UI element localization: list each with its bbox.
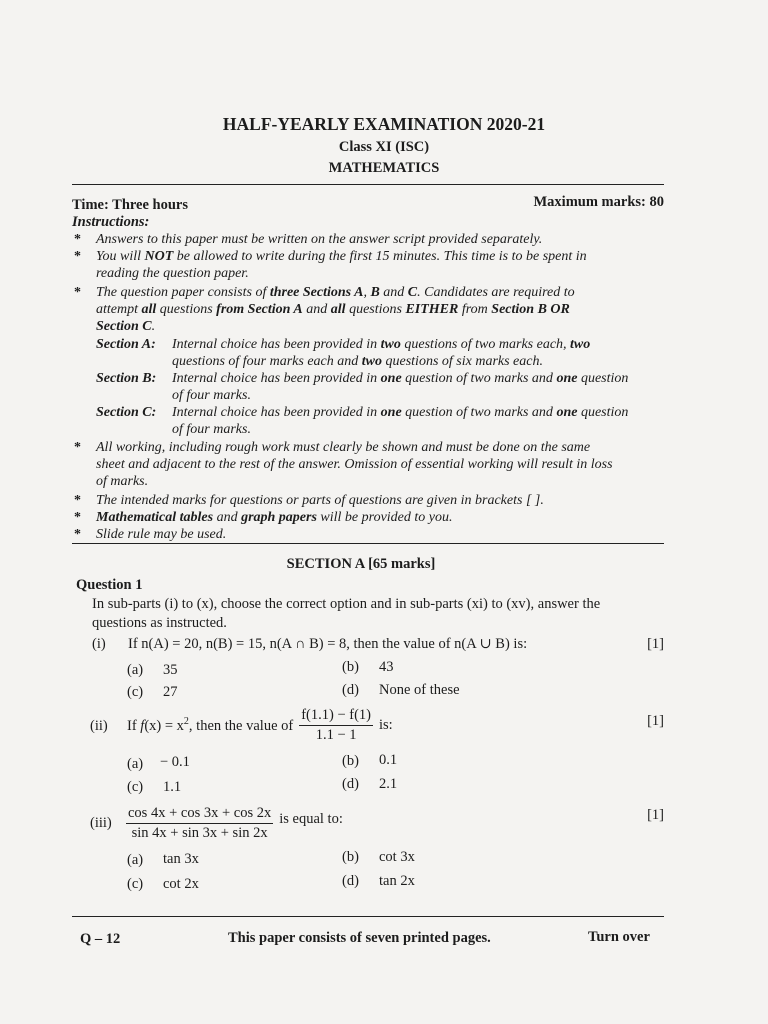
option-text: cot 3x (379, 849, 415, 865)
instructions-rule (72, 543, 664, 544)
bullet: * (74, 527, 81, 542)
instruction-6: * Mathematical tables and graph papers will be provided to you. (74, 510, 453, 525)
header-rule (72, 184, 664, 185)
instruction-text-cont: Section C. (96, 319, 156, 335)
subq-number: (ii) (90, 718, 108, 734)
subq-text: If n(A) = 20, n(B) = 15, n(A ∩ B) = 8, then the value of n(A ∪ B) is: (128, 636, 528, 652)
option-label: (a) (127, 756, 144, 772)
option-label: (c) (127, 779, 144, 795)
bullet: * (74, 232, 81, 247)
option-text: tan 3x (163, 851, 199, 867)
section-c-instruction: Internal choice has been provided in one question of two marks and one question of four marks. (172, 405, 629, 438)
option-text: − 0.1 (160, 754, 190, 770)
subq-number: (iii) (90, 815, 112, 831)
instruction-4: * All working, including rough work must clearly be shown and must be done on the same sheet and adjacent to the rest of the answer. Omission of essential working will result in loss of marks. (74, 440, 613, 490)
turn-over-label: Turn over (588, 929, 650, 945)
section-a-heading: SECTION A [65 marks] (286, 556, 436, 572)
option-text: 0.1 (379, 752, 398, 768)
subq-text: $\frac{\cos 4x + \cos 3x + \cos 2x}{\sin 4x + \sin 3x + \sin 2x}$ is equal to: (128, 804, 343, 841)
option-label: (d) (342, 776, 359, 792)
option-label: (d) (342, 682, 359, 698)
bullet: * (74, 493, 81, 508)
time-label: Time: Three hours (72, 197, 189, 213)
bullet: * (74, 249, 81, 264)
option-label: (b) (342, 753, 359, 769)
marks-badge: [1] (647, 636, 664, 652)
instruction-text: You will NOT be allowed to write during the first 15 minutes. This time is to be spent in (96, 249, 587, 264)
paper-code: Q – 12 (80, 931, 121, 947)
footer-rule (72, 916, 664, 917)
option-text: 1.1 (163, 779, 182, 795)
exam-title: HALF-YEARLY EXAMINATION 2020-21 (222, 114, 546, 134)
option-label: (a) (127, 662, 144, 678)
bullet: * (74, 510, 81, 525)
section-b-label: Section B: (96, 371, 157, 386)
instruction-text: The question paper consists of three Sections A, B and C. Candidates are required to (96, 285, 575, 300)
fraction: $\frac{f(1.1) - f(1)}{1.1 - 1}$ (301, 706, 371, 743)
option-label: (b) (342, 659, 359, 675)
question-label: Question 1 (76, 577, 143, 593)
subject-label: MATHEMATICS (328, 160, 440, 176)
section-a-instruction: Internal choice has been provided in two questions of two marks each, two questions of four marks each and two questions of six marks each. (172, 337, 591, 370)
pages-note: This paper consists of seven printed pages. (228, 930, 491, 946)
instruction-text: Answers to this paper must be written on the answer script provided separately. (96, 232, 543, 247)
option-label: (b) (342, 849, 359, 865)
marks-badge: [1] (647, 713, 664, 729)
option-text: tan 2x (379, 873, 415, 889)
section-c-label: Section C: (96, 405, 157, 420)
option-label: (a) (127, 852, 144, 868)
instruction-3 (74, 284, 686, 336)
marks-badge: [1] (647, 807, 664, 823)
instruction-text-cont: reading the question paper. (96, 266, 249, 282)
option-text: 27 (163, 684, 178, 700)
instruction-1 (74, 231, 686, 248)
instruction-5: * The intended marks for questions or parts of questions are given in brackets [ ]. (74, 493, 544, 508)
class-label: Class XI (ISC) (338, 139, 430, 155)
option-label: (d) (342, 873, 359, 889)
option-text: cot 2x (163, 876, 199, 892)
subq-text: If $f(x) = x^2$, then the value of $\frac{f(1.1) - f(1)}{1.1 - 1}$ is: (127, 706, 393, 743)
instruction-text-cont: attempt all questions from Section A and all questions EITHER from Section B OR (96, 302, 570, 318)
option-text: 35 (163, 662, 178, 678)
fraction: $\frac{\cos 4x + \cos 3x + \cos 2x}{\sin 4x + \sin 3x + \sin 2x}$ (128, 804, 272, 841)
instructions-heading: Instructions: (72, 214, 150, 230)
option-label: (c) (127, 684, 144, 700)
option-text: 43 (379, 659, 394, 675)
question-intro: In sub-parts (i) to (x), choose the correct option and in sub-parts (xi) to (xv), answer the questions as instructed. (92, 596, 601, 631)
option-label: (c) (127, 876, 144, 892)
instruction-2 (74, 248, 686, 282)
subq-number: (i) (92, 636, 106, 652)
max-marks-label: Maximum marks: 80 (533, 194, 664, 210)
section-b-instruction: Internal choice has been provided in one question of two marks and one question of four marks. (172, 371, 629, 404)
bullet: * (74, 285, 81, 300)
option-text: None of these (379, 682, 460, 698)
option-text: 2.1 (379, 776, 398, 792)
section-a-label: Section A: (96, 337, 156, 352)
bullet: * (74, 440, 81, 455)
instruction-7: * Slide rule may be used. (74, 527, 227, 542)
